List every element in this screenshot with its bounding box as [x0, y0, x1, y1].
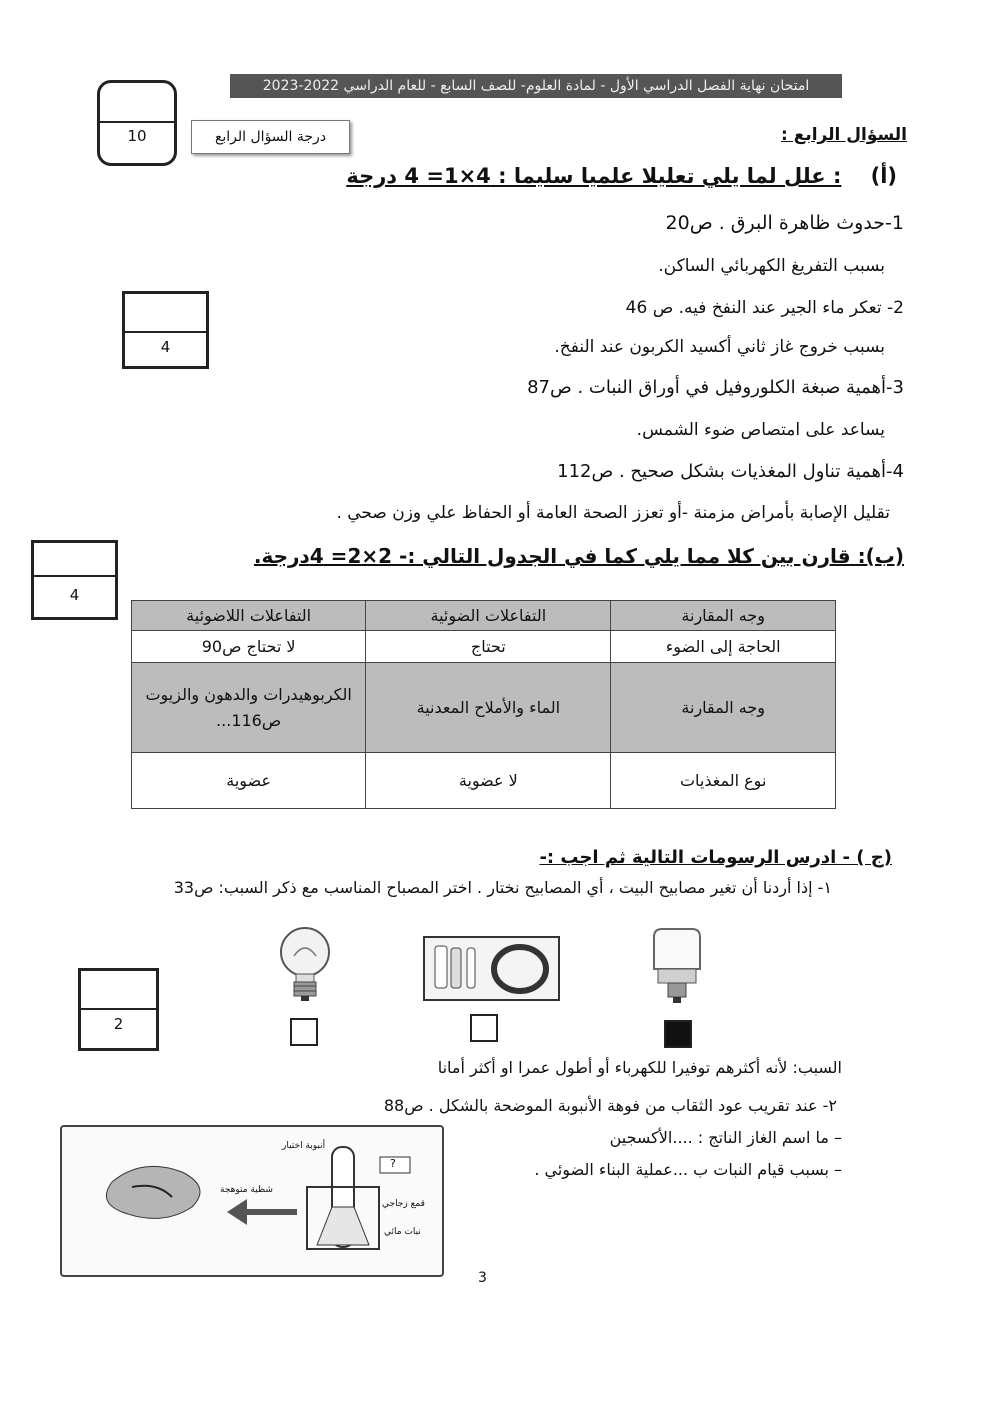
exam-header: امتحان نهاية الفصل الدراسي الأول - لمادة العلوم- للصف السابع - للعام الدراسي 2022-2023	[230, 74, 842, 98]
item-2-answer: بسبب خروج غاز ثاني أكسيد الكربون عند النفخ.	[554, 337, 885, 357]
table-cell: وجه المقارنة	[611, 663, 836, 753]
total-score-box	[97, 80, 177, 166]
part-c-score: 2	[113, 1015, 124, 1033]
item-2-question: 2- تعكر ماء الجير عند النفخ فيه. ص 46	[625, 298, 904, 318]
diagram-label-splint: شظية متوهجة	[220, 1185, 273, 1195]
table-header: وجه المقارنة	[611, 601, 836, 631]
table-cell: عضوية	[132, 753, 366, 809]
part-b-score: 4	[69, 586, 80, 604]
gas-answer: – ما اسم الغاز الناتج : ....الأكسجين	[609, 1128, 842, 1147]
page-number: 3	[478, 1270, 487, 1286]
diagram-question-mark: ?	[390, 1157, 396, 1170]
item-1-answer: بسبب التفريغ الكهربائي الساكن.	[658, 256, 885, 276]
table-cell: الماء والأملاح المعدنية	[366, 663, 611, 753]
table-header: التفاعلات اللاضوئية	[132, 601, 366, 631]
table-cell: نوع المغذيات	[611, 753, 836, 809]
table-cell: لا تحتاج ص90	[132, 631, 366, 663]
table-cell: تحتاج	[366, 631, 611, 663]
item-3-answer: يساعد على امتصاص ضوء الشمس.	[636, 420, 885, 440]
part-c-question-2: ٢- عند تقريب عود الثقاب من فوهة الأنبوبة الموضحة بالشكل . ص88	[383, 1096, 837, 1115]
part-c-heading: (ج ) - ادرس الرسومات التالية ثم اجب :-	[539, 847, 892, 868]
diagram-label-plant: نبات مائي	[384, 1227, 421, 1237]
fluorescent-checkbox[interactable]	[470, 1014, 498, 1042]
item-4-answer: تقليل الإصابة بأمراض مزمنة -أو تعزز الصحة العامة أو الحفاظ علي وزن صحي .	[336, 503, 890, 523]
table-cell: الحاجة إلى الضوء	[611, 631, 836, 663]
fluorescent-lamps-image	[423, 936, 560, 1001]
comparison-table	[131, 600, 836, 809]
item-4-question: 4-أهمية تناول المغذيات بشكل صحيح . ص112	[557, 461, 904, 482]
total-score-value: 10	[127, 127, 147, 145]
photosynthesis-diagram	[60, 1125, 444, 1277]
table-header: التفاعلات الضوئية	[366, 601, 611, 631]
question-score-label: درجة السؤال الرابع	[191, 120, 350, 154]
question-title: السؤال الرابع :	[781, 125, 907, 145]
part-a-heading	[346, 164, 897, 188]
diagram-label-tube: أنبوبة اختبار	[282, 1141, 326, 1151]
part-b-score-box	[31, 540, 118, 620]
led-checkbox[interactable]	[664, 1020, 692, 1048]
table-cell: الكربوهيدرات والدهون والزيوت ص116...	[132, 663, 366, 753]
item-3-question: 3-أهمية صبغة الكلوروفيل في أوراق النبات . ص87	[527, 377, 904, 398]
process-answer: – بسبب قيام النبات ب ...عملية البناء الضوئي .	[534, 1160, 842, 1179]
led-bulb-icon	[648, 925, 706, 1010]
part-a-letter: (أ)	[870, 164, 897, 188]
part-a-instruction: : علل لما يلي تعليلا علميا سليما : 4×1= 4 درجة	[346, 164, 842, 188]
part-c-score-box	[78, 968, 159, 1051]
part-c-question-1: ١- إذا أردنا أن تغير مصابيح البيت ، أي المصابيح نختار . اختر المصباح المناسب مع ذكر السبب: ص33	[173, 878, 832, 897]
part-a-score-box	[122, 291, 209, 369]
diagram-label-funnel: قمع زجاجي	[382, 1199, 425, 1209]
incandescent-bulb-icon	[270, 922, 340, 1004]
incandescent-checkbox[interactable]	[290, 1018, 318, 1046]
lamp-reason: السبب: لأنه أكثرهم توفيرا للكهرباء أو أطول عمرا او أكثر أمانا	[437, 1058, 842, 1077]
part-b-heading: (ب): قارن بين كلا مما يلي كما في الجدول التالي :- 2×2= 4درجة.	[253, 544, 904, 568]
table-cell: لا عضوية	[366, 753, 611, 809]
fluorescent-lamp-icon	[425, 938, 558, 999]
item-1-question: 1-حدوث ظاهرة البرق . ص20	[665, 212, 904, 234]
part-a-score: 4	[160, 338, 171, 356]
